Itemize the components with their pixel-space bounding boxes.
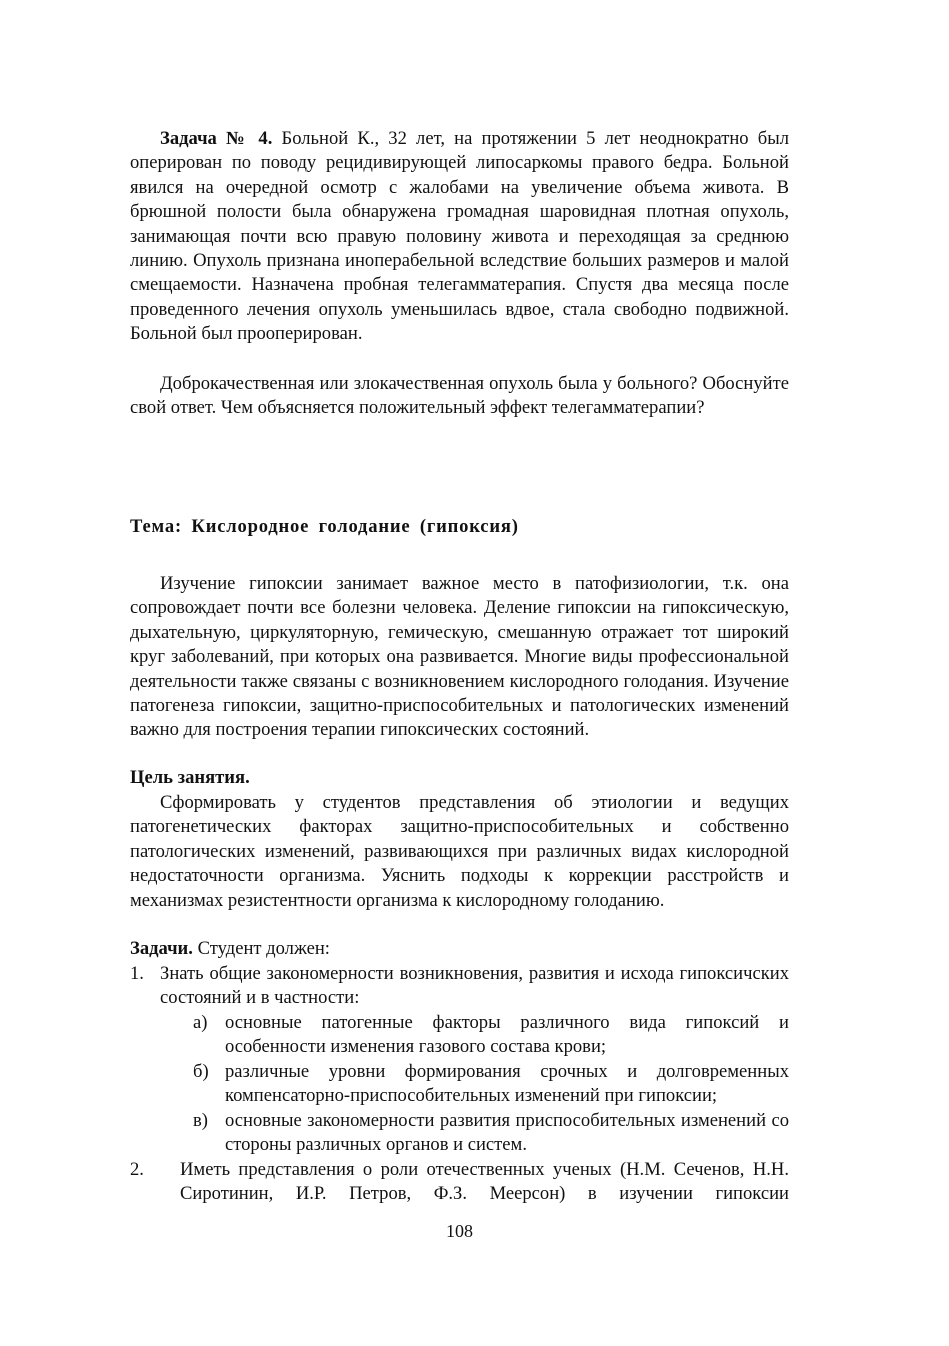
sublist-item-number: а) [193, 1012, 208, 1033]
tasks-label-text: Задачи. [130, 938, 193, 959]
tasks-label [130, 937, 330, 961]
goal-text: Сформировать у студентов представления об этиологии и ведущих патогенетических факторах защитно-приспособительных и собственно патологических изменений, развивающихся при различных видах кислородной недостаточности организма. Уяснить подходы к коррекции расстройств и механизмах резистентности организма к кислородному голоданию. [130, 792, 789, 911]
tasks-suffix: Студент должен: [192, 938, 330, 959]
list-item-number: 1. [130, 963, 144, 984]
goal-label [130, 766, 250, 790]
topic-heading: Тема: Кислородное голодание (гипоксия) [130, 516, 519, 537]
task4-question: Доброкачественная или злокачественная опухоль была у больного? Обоснуйте свой ответ. Чем объясняется положительный эффект телегамматерапии? [130, 373, 789, 419]
list-item-text: Иметь представления о роли отечественных ученых (Н.М. Сеченов, Н.Н. Сиротинин, И.Р. Петров, Ф.З. Меерсон) в изучении гипоксии [180, 1159, 789, 1205]
sublist-item-number: в) [193, 1110, 208, 1131]
task4-label: Задача № 4. [160, 128, 273, 149]
sublist-item-text: различные уровни формирования срочных и долговременных компенсаторно-приспособительных изменений при гипоксии; [225, 1061, 789, 1107]
page-number: 108 [446, 1221, 473, 1241]
list-item-number: 2. [130, 1159, 144, 1180]
task4-paragraph [130, 127, 789, 347]
sublist-item-text: основные патогенные факторы различного вида гипоксий и особенности изменения газового состава крови; [225, 1012, 789, 1058]
list-item-text: Знать общие закономерности возникновения, развития и исхода гипоксичских состояний и в частности: [160, 963, 789, 1009]
sublist-item-number: б) [193, 1061, 209, 1082]
goal-label-text: Цель занятия. [130, 767, 250, 788]
sublist-item-text: основные закономерности развития приспособительных изменений со стороны различных органов и систем. [225, 1110, 789, 1156]
task4-text: Больной К., 32 лет, на протяжении 5 лет неоднократно был оперирован по поводу рецидивирующей липосаркомы правого бедра. Больной явился на очередной осмотр с жалобами на увеличение объема живота. В брюшной полости была обнаружена громадная шаровидная плотная опухоль, занимающая почти всю правую половину живота и переходящая за среднюю линию. Опухоль признана иноперабельной вследствие больших размеров и малой смещаемости. Назначена пробная телегамматерапия. Спустя два месяца после проведенного лечения опухоль уменьшилась вдвое, стала свободно подвижной. Больной был прооперирован. [130, 128, 790, 345]
topic-intro: Изучение гипоксии занимает важное место в патофизиологии, т.к. она сопровождает почти все болезни человека. Деление гипоксии на гипоксическую, дыхательную, циркуляторную, гемическую, смешанную отражает тот широкий круг заболеваний, при которых она развивается. Многие виды профессиональной деятельности также связаны с возникновением кислородного голодания. Изучение патогенеза гипоксии, защитно-приспособительных и патологических изменений важно для построения терапии гипоксических состояний. [130, 573, 789, 741]
